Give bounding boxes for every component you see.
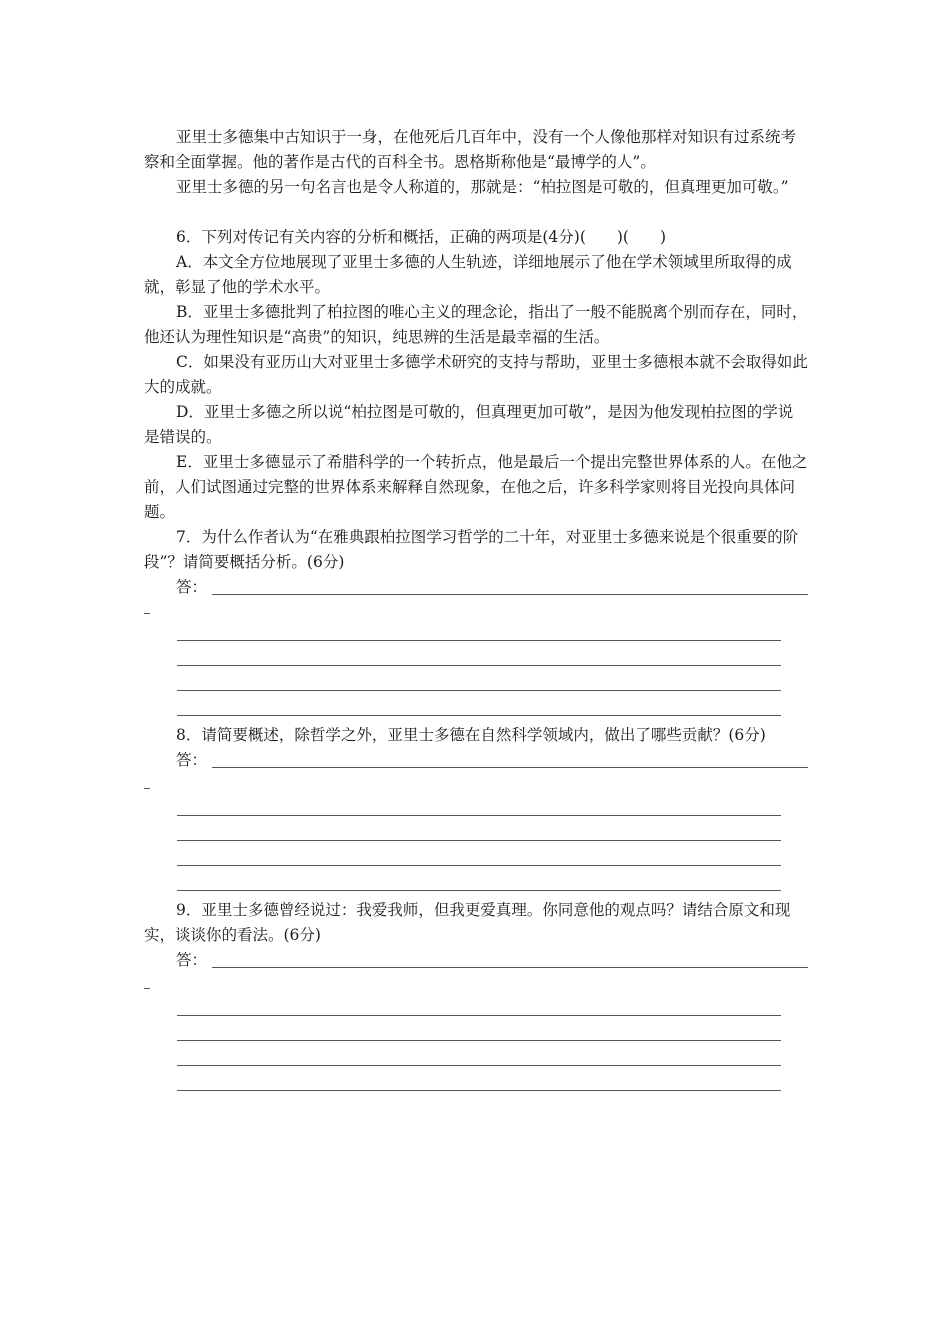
paragraph-2: 亚里士多德的另一句名言也是令人称道的，那就是：“柏拉图是可敬的，但真理更加可敬。” (176, 178, 789, 196)
answer-line[interactable] (177, 840, 781, 841)
answer-line[interactable] (177, 1015, 781, 1016)
answer-line[interactable] (177, 665, 781, 666)
answer-line[interactable] (177, 715, 781, 716)
question-6-option-d: D．亚里士多德之所以说“柏拉图是可敬的，但真理更加可敬”，是因为他发现柏拉图的学说是错误的。 (144, 403, 794, 446)
question-9-answer-field[interactable] (176, 948, 808, 973)
answer-label: 答： (176, 578, 208, 596)
question-7-answer-field[interactable] (176, 575, 808, 600)
answer-label: 答： (176, 751, 208, 769)
answer-line[interactable] (177, 1065, 781, 1066)
question-6-option-a: A．本文全方位地展现了亚里士多德的人生轨迹，详细地展示了他在学术领域里所取得的成就，彰显了他的学术水平。 (144, 253, 792, 296)
answer-label: 答： (176, 951, 208, 969)
paragraph-1: 亚里士多德集中古知识于一身，在他死后几百年中，没有一个人像他那样对知识有过系统考察和全面掌握。他的著作是古代的百科全书。恩格斯称他是“最博学的人”。 (144, 128, 797, 171)
question-6-option-e: E．亚里士多德显示了希腊科学的一个转折点，他是最后一个提出完整世界体系的人。在他之前，人们试图通过完整的世界体系来解释自然现象，在他之后，许多科学家则将目光投向具体问题。 (144, 453, 808, 521)
answer-line[interactable] (177, 1090, 781, 1091)
answer-line[interactable] (177, 890, 781, 891)
answer-line[interactable] (177, 865, 781, 866)
answer-line[interactable] (177, 1040, 781, 1041)
line-dash (144, 788, 150, 789)
question-6-option-b: B．亚里士多德批判了柏拉图的唯心主义的理念论，指出了一般不能脱离个别而存在，同时，他还认为理性知识是“高贵”的知识，纯思辨的生活是最幸福的生活。 (144, 303, 808, 346)
question-9-stem: 9．亚里士多德曾经说过：我爱我师，但我更爱真理。你同意他的观点吗？请结合原文和现实，谈谈你的看法。(6分) (144, 901, 791, 944)
answer-line[interactable] (177, 690, 781, 691)
line-dash (144, 613, 150, 614)
answer-underline (212, 967, 808, 968)
question-6-stem: 6．下列对传记有关内容的分析和概括，正确的两项是(4分)( )( ) (176, 228, 667, 246)
question-8-stem: 8．请简要概述，除哲学之外，亚里士多德在自然科学领域内，做出了哪些贡献？(6分) (176, 726, 766, 744)
question-6-option-c: C．如果没有亚历山大对亚里士多德学术研究的支持与帮助，亚里士多德根本就不会取得如此大的成就。 (144, 353, 808, 396)
answer-underline (212, 594, 808, 595)
question-8-answer-field[interactable] (176, 748, 808, 773)
line-dash (144, 988, 150, 989)
answer-line[interactable] (177, 815, 781, 816)
question-7-stem: 7．为什么作者认为“在雅典跟柏拉图学习哲学的二十年，对亚里士多德来说是个很重要的阶段”？请简要概括分析。(6分) (144, 528, 799, 571)
answer-underline (212, 767, 808, 768)
answer-line[interactable] (177, 640, 781, 641)
